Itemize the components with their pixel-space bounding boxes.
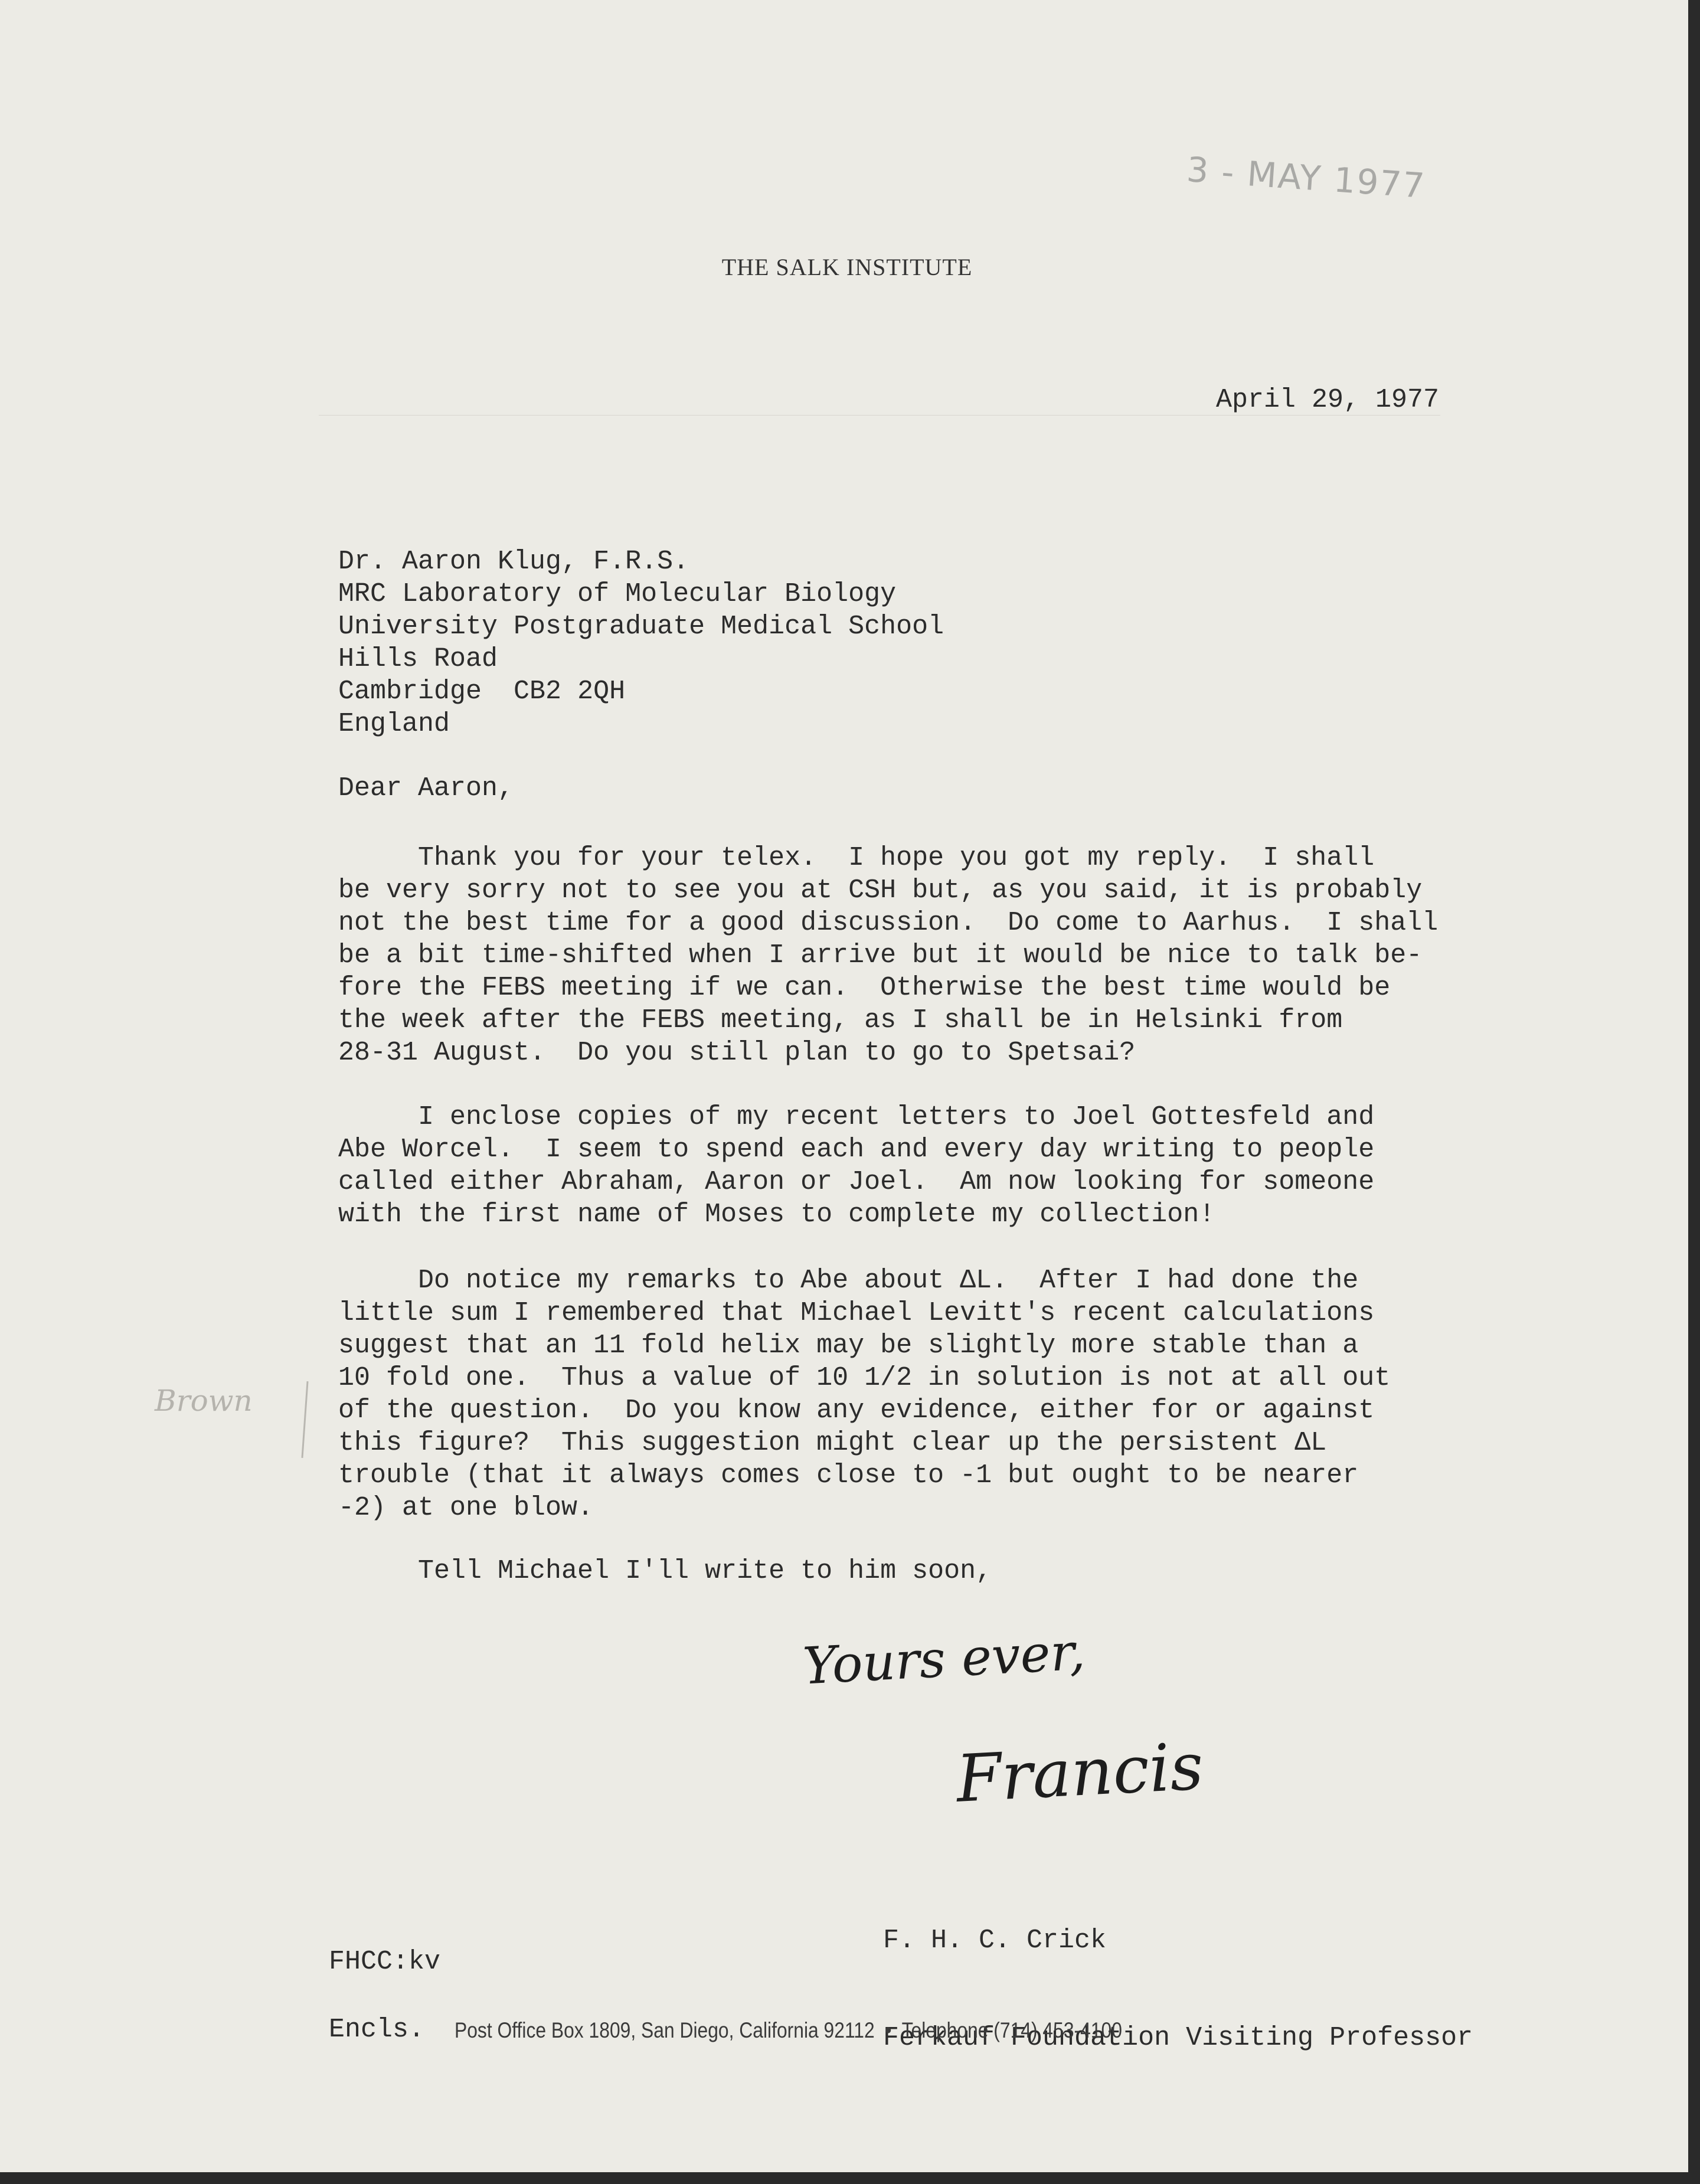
handwritten-closing: Yours ever,: [801, 1622, 1087, 1696]
paragraph-1: [338, 842, 1438, 1069]
margin-note: Brown: [155, 1384, 253, 1418]
text-line: not the best time for a good discussion. Do come to Aarhus. I shall: [338, 908, 1439, 938]
letter-date: April 29, 1977: [1216, 385, 1440, 415]
recipient-address: [338, 545, 944, 740]
signature-block: [883, 1859, 1473, 2119]
footer-address: Post Office Box 1809, San Diego, California 92112 • Telephone (714) 453-4100: [455, 2018, 1122, 2042]
text-line: called either Abraham, Aaron or Joel. Am now looking for someone: [338, 1167, 1375, 1197]
text-line: be a bit time-shifted when I arrive but it would be nice to talk be-: [338, 940, 1423, 970]
received-date-stamp: 3 - MAY 1977: [1185, 149, 1427, 207]
text-line: Hills Road: [338, 644, 498, 674]
text-line: trouble (that it always comes close to -1 but ought to be nearer: [338, 1460, 1359, 1490]
signer-name: F. H. C. Crick: [883, 1925, 1107, 1956]
text-line: Cambridge CB2 2QH: [338, 676, 626, 707]
text-line: -2) at one blow.: [338, 1493, 594, 1523]
text-line: England: [338, 709, 450, 739]
text-line: fore the FEBS meeting if we can. Otherwise the best time would be: [338, 973, 1391, 1003]
enclosures-note: Encls.: [329, 2015, 425, 2045]
signer-title: Ferkauf Foundation Visiting Professor: [883, 2023, 1473, 2053]
text-line: I enclose copies of my recent letters to Joel Gottesfeld and: [418, 1102, 1375, 1132]
salutation: Dear Aaron,: [338, 773, 514, 803]
text-line: little sum I remembered that Michael Levitt's recent calculations: [338, 1298, 1375, 1328]
paragraph-4: [338, 1555, 992, 1587]
text-line: suggest that an 11 fold helix may be slightly more stable than a: [338, 1330, 1359, 1361]
text-line: the week after the FEBS meeting, as I shall be in Helsinki from: [338, 1005, 1343, 1035]
typist-initials: FHCC:kv: [329, 1947, 441, 1977]
text-line: of the question. Do you know any evidence, either for or against: [338, 1395, 1375, 1426]
text-line: be very sorry not to see you at CSH but, as you said, it is probably: [338, 875, 1423, 905]
paragraph-2: [338, 1101, 1374, 1231]
text-line: University Postgraduate Medical School: [338, 612, 944, 642]
text-line: Abe Worcel. I seem to spend each and every day writing to people: [338, 1134, 1375, 1165]
paragraph-3: [338, 1264, 1390, 1524]
handwritten-signature: Francis: [954, 1728, 1205, 1817]
text-line: Tell Michael I'll write to him soon,: [418, 1556, 992, 1586]
margin-mark: [301, 1381, 308, 1458]
text-line: 28-31 August. Do you still plan to go to Spetsai?: [338, 1038, 1136, 1068]
text-line: 10 fold one. Thus a value of 10 1/2 in solution is not at all out: [338, 1363, 1391, 1393]
text-line: MRC Laboratory of Molecular Biology: [338, 579, 897, 609]
text-line: with the first name of Moses to complete my collection!: [338, 1199, 1215, 1230]
letterhead: THE SALK INSTITUTE: [721, 254, 973, 280]
text-line: this figure? This suggestion might clear up the persistent ΔL: [338, 1428, 1327, 1458]
text-line: Do notice my remarks to Abe about ΔL. After I had done the: [418, 1266, 1359, 1296]
text-line: Dr. Aaron Klug, F.R.S.: [338, 547, 689, 577]
text-line: Thank you for your telex. I hope you got my reply. I shall: [418, 843, 1375, 873]
